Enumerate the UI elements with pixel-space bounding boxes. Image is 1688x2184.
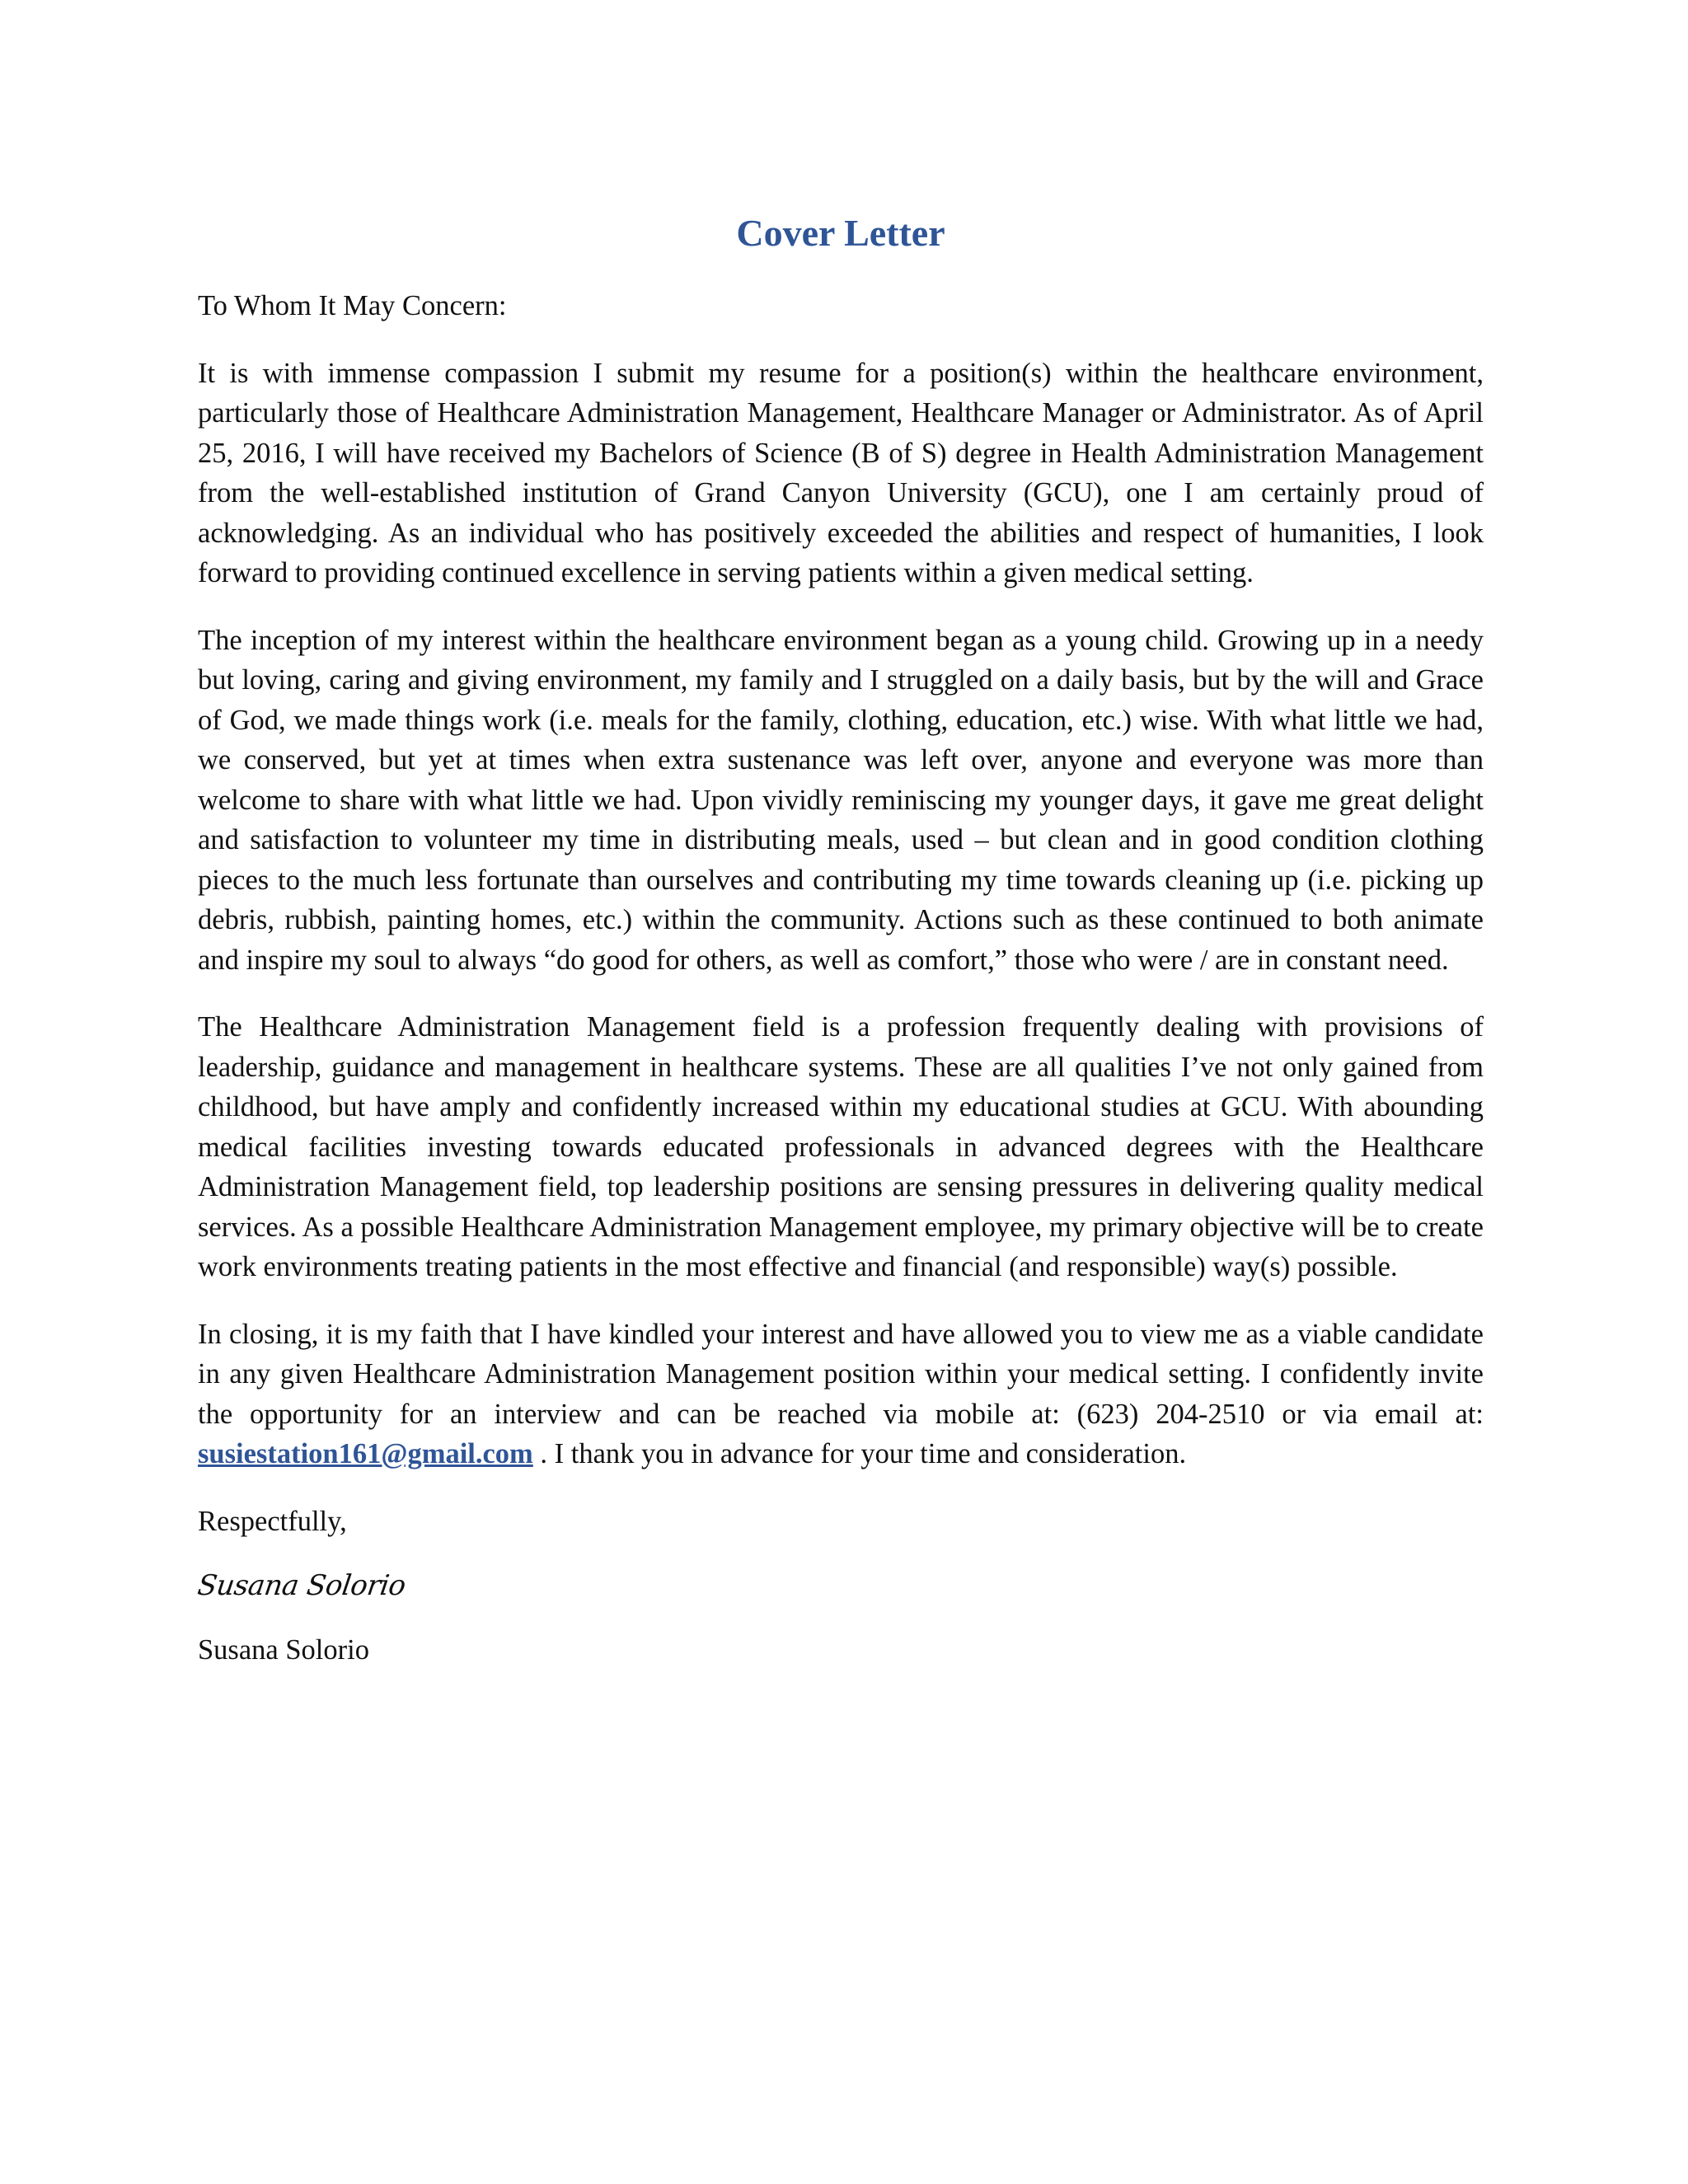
closing-text-after-email: . I thank you in advance for your time and consideration. (532, 1438, 1187, 1469)
closing-text-before-email: In closing, it is my faith that I have kindled your interest and have allowed you to view me as a viable candidate in any given Healthcare Administration Management position within your medical setting. I confidently invite the opportunity for an interview and can be reached via mobile at: (623) 204-2510 or via email at: (198, 1318, 1484, 1430)
paragraph-field: The Healthcare Administration Management field is a profession frequently dealing with provisions of leadership, guidance and management in healthcare systems. These are all qualities I’ve not only gained from childhood, but have amply and confidently increased within my educational studies at GCU. With abounding medical facilities investing towards educated professionals in advanced degrees with the Healthcare Administration Management field, top leadership positions are sensing pressures in delivering quality medical services. As a possible Healthcare Administration Management employee, my primary objective will be to create work environments treating patients in the most effective and financial (and responsible) way(s) possible. (198, 1011, 1484, 1282)
paragraph-intro: It is with immense compassion I submit my resume for a position(s) within the healthcare environment, particularly those of Healthcare Administration Management, Healthcare Manager or Administrator. As of April 25, 2016, I will have received my Bachelors of Science (B of S) degree in Health Administration Management from the well-established institution of Grand Canyon University (GCU), one I am certainly proud of acknowledging. As an individual who has positively exceeded the abilities and respect of humanities, I look forward to providing continued excellence in serving patients within a given medical setting. (198, 357, 1484, 588)
paragraph-background: The inception of my interest within the healthcare environment began as a young child. Growing up in a needy but loving, caring and giving environment, my family and I struggled on a daily basis, but by the will and Grace of God, we made things work (i.e. meals for the family, clothing, education, etc.) wise. With what little we had, we conserved, but yet at times when extra sustenance was left over, anyone and everyone was more than welcome to share with what little we had. Upon vividly reminiscing my younger days, it gave me great delight and satisfaction to volunteer my time in distributing meals, used – but clean and in good condition clothing pieces to the much less fortunate than ourselves and contributing my time towards cleaning up (i.e. picking up debris, rubbish, painting homes, etc.) within the community. Actions such as these continued to both animate and inspire my soul to always “do good for others, as well as comfort,” those who were / are in constant need. (198, 624, 1484, 976)
handwritten-signature: Susana Solorio (195, 1569, 408, 1602)
email-link[interactable]: susiestation161@gmail.com (198, 1438, 533, 1469)
salutation: To Whom It May Concern: (198, 290, 507, 321)
paragraph-closing (198, 1315, 1484, 1474)
closing-salutation: Respectfully, (198, 1505, 347, 1537)
sender-name: Susana Solorio (198, 1634, 369, 1666)
page-title: Cover Letter (736, 212, 945, 254)
cover-letter-page (195, 210, 1484, 1671)
